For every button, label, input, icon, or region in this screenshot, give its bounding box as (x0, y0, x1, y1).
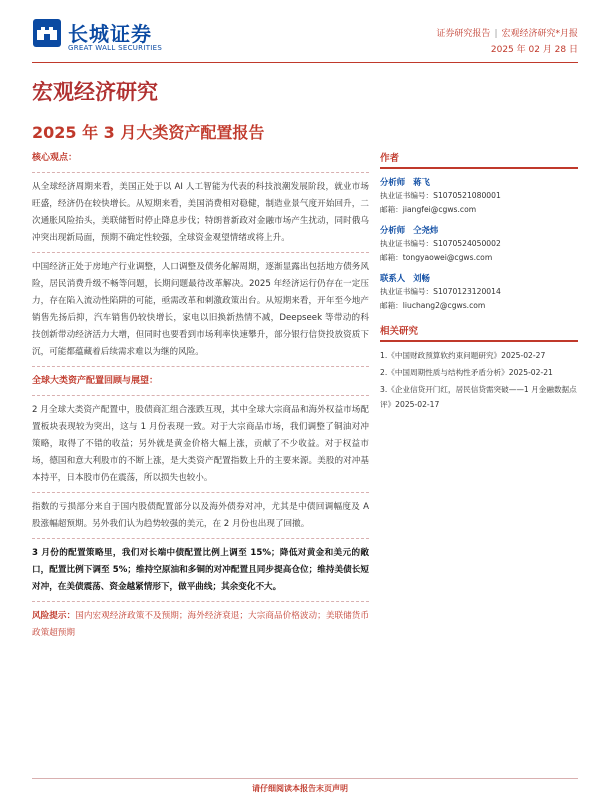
related-research-heading: 相关研究 (380, 323, 578, 342)
cert-number: S1070123120014 (433, 287, 501, 296)
cert-label: 执业证书编号： (380, 287, 434, 296)
email-label: 邮箱： (380, 205, 403, 214)
author-email (380, 251, 578, 265)
report-date: 2025 年 02 月 28 日 (490, 45, 578, 55)
risk-text: 国内宏观经济政策不及预期；海外经济衰退；大宗商品价格波动；美联储货币政策超预期 (32, 611, 369, 638)
header-divider (32, 62, 578, 63)
logo-text-cn: 长城证券 (68, 22, 152, 46)
email-label: 邮箱： (380, 301, 403, 310)
section-divider (32, 252, 369, 253)
meta-separator: | (494, 29, 498, 39)
section-divider (32, 172, 369, 173)
section-divider (32, 366, 369, 367)
logo-text-en: GREAT WALL SECURITIES (68, 44, 163, 52)
report-subtype: 宏观经济研究*月报 (501, 29, 578, 39)
related-research-item[interactable]: 2.《中国周期性质与结构性矛盾分析》2025-02-21 (380, 368, 553, 377)
author-email (380, 299, 578, 313)
author-role: 分析师 (380, 177, 406, 187)
author-cert (380, 237, 578, 251)
section-title: 宏观经济研究 (32, 80, 158, 104)
main-content (32, 150, 369, 642)
report-title: 2025 年 3 月大类资产配置报告 (32, 123, 265, 142)
author-name: 蒋飞 (413, 177, 430, 187)
risk-label: 风险提示： (32, 611, 76, 621)
section-divider (32, 601, 369, 602)
section-divider (32, 492, 369, 493)
related-research-item[interactable]: 1.《中国财政预算软约束问题研究》2025-02-27 (380, 351, 546, 360)
author-card (380, 175, 578, 217)
author-name: 刘畅 (413, 273, 430, 283)
cert-label: 执业证书编号： (380, 239, 434, 248)
risk-warning (32, 608, 369, 642)
cert-number: S1070524050002 (433, 239, 501, 248)
authors-heading: 作者 (380, 150, 578, 169)
footer-disclaimer: 请仔细阅读本报告末页声明 (252, 784, 348, 793)
cert-label: 执业证书编号： (380, 191, 434, 200)
strategy-paragraph: 3 月份的配置策略里，我们对长端中债配置比例上调至 15%；降低对黄金和美元的敞口，配置比例下调至 5%；维持空原油和多铜的对冲配置且同步提高仓位；维持美债长短对冲，在美债震荡、资金越紧情形下，做平曲线；其余变化不大。 (32, 548, 369, 592)
author-title (380, 223, 578, 237)
report-type: 证券研究报告 (436, 29, 491, 39)
cert-number: S1070521080001 (433, 191, 501, 200)
author-role: 分析师 (380, 225, 406, 235)
author-title (380, 271, 578, 285)
paragraph: 从全球经济周期来看，美国正处于以 AI 人工智能为代表的科技浪潮发展阶段，就业市场旺盛，经济仍在较快增长。从短期来看，美国消费相对稳健，制造业景气度开始回升，二次通胀风险抬头，美联储暂时停止降息步伐；特朗普新政对金融市场产生扰动，同时俄乌冲突出现新局面，预期不确定性较强，全球资金观望情绪或将上升。 (32, 182, 369, 243)
paragraph: 2 月全球大类资产配置中，股债商汇组合涨跌互现，其中全球大宗商品和海外权益市场配置板块表现较为突出，这与 1 月份表现一致。对于大宗商品市场，我们调整了铜油对冲策略，取得了不错的收益；另外就是黄金价格大幅上涨，贡献了不少收益。对于权益市场，德国和意大利股市的不断上涨，是大类资产配置指数上升的主要来源。美股的对冲基本持平，日本股市仍在震荡，所以损失也较小。 (32, 405, 369, 483)
great-wall-logo-icon (32, 18, 62, 48)
author-card (380, 271, 578, 313)
footer-divider (32, 778, 578, 779)
author-cert (380, 285, 578, 299)
author-title (380, 175, 578, 189)
author-role: 联系人 (380, 273, 406, 283)
email-address[interactable]: jiangfei@cgws.com (402, 205, 477, 214)
section-divider (32, 395, 369, 396)
section-divider (32, 538, 369, 539)
report-meta (436, 26, 578, 58)
author-email (380, 203, 578, 217)
paragraph: 指数的亏损部分来自于国内股债配置部分以及海外债券对冲，尤其是中债回调幅度及 A 股涨幅超预期。另外我们认为趋势较强的美元，在 2 月份也出现了回撤。 (32, 502, 369, 529)
core-view-heading: 核心观点： (32, 153, 78, 163)
author-card (380, 223, 578, 265)
email-address[interactable]: tongyaowei@cgws.com (402, 253, 493, 262)
paragraph: 中国经济正处于房地产行业调整，人口调整及债务化解周期，逐渐显露出包括地方债务风险，居民消费升级不畅等问题，长期问题最待改革解决。2025 年经济运行仍存在一定压力，存在陷入流动性陷阱的可能，亟需改革和刺激政策出台。从短期来看，开年至今地产销售先扬后抑，汽车销售仍较快增长，家电以旧换新热情不减，Deepseek 等带动的科技创新带动经济活力大增，但同时也要看到市场利率快速攀升，部分银行信贷投放资质下沉，可能都蕴藏着后续需求难以为继的风险。 (32, 262, 369, 357)
author-name: 仝尧炜 (413, 225, 439, 235)
sidebar (380, 150, 578, 414)
author-cert (380, 189, 578, 203)
related-research-item[interactable]: 3.《企业信贷开门红，居民信贷需突破——1 月金融数据点评》2025-02-17 (380, 385, 577, 409)
email-address[interactable]: liuchang2@cgws.com (402, 301, 486, 310)
review-heading: 全球大类资产配置回顾与展望： (32, 376, 159, 386)
company-logo (32, 16, 192, 60)
email-label: 邮箱： (380, 253, 403, 262)
